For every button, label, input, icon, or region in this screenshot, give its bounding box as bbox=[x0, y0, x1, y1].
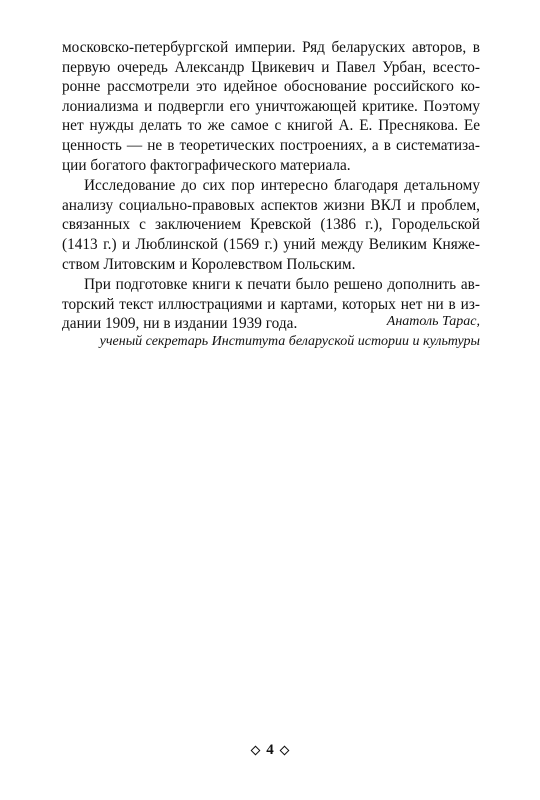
diamond-right-icon bbox=[279, 746, 289, 756]
page-body bbox=[62, 38, 480, 334]
diamond-left-icon bbox=[251, 746, 261, 756]
text-line: торский текст иллюстрациями и картами, которых нет ни в из- bbox=[62, 295, 480, 313]
text-line: ции богатого фактографического материала. bbox=[62, 156, 351, 174]
text-line: московско-петербургской империи. Ряд беларуских авторов, в bbox=[62, 39, 480, 56]
signature-name: Анатоль Тарас, bbox=[386, 314, 480, 329]
text-line: При подготовке книги к печати было решено дополнить ав- bbox=[84, 276, 480, 294]
paragraph-1 bbox=[62, 38, 480, 175]
page-footer bbox=[0, 742, 540, 759]
text-line: ронне рассмотрели это идейное обоснование российского ко- bbox=[62, 78, 480, 96]
text-line: ством Литовским и Королевством Польским. bbox=[62, 255, 356, 273]
text-line: Исследование до сих пор интересно благодаря детальному bbox=[84, 177, 480, 195]
text-line: (1413 г.) и Люблинской (1569 г.) уний между Великим Княже- bbox=[62, 235, 480, 253]
text-line: ценность — не в теоретических построениях, а в систематиза- bbox=[62, 136, 480, 154]
signature-title: ученый секретарь Института беларуской истории и культуры bbox=[99, 334, 480, 349]
text-line: дании 1909, ни в издании 1939 года. bbox=[62, 315, 298, 333]
paragraph-2 bbox=[62, 176, 480, 274]
text-line: лониализма и подвергли его уничтожающей критике. Поэтому bbox=[62, 97, 480, 115]
text-line: нет нужды делать то же самое с книгой А. Е. Преснякова. Ее bbox=[62, 117, 480, 135]
text-line: анализу социально-правовых аспектов жизни ВКЛ и проблем, bbox=[62, 196, 480, 214]
text-line: связанных с заключением Кревской (1386 г.), Городельской bbox=[62, 216, 480, 234]
text-line: первую очередь Александр Цвикевич и Павел Урбан, всесто- bbox=[62, 58, 480, 76]
page-number: 4 bbox=[266, 742, 274, 758]
